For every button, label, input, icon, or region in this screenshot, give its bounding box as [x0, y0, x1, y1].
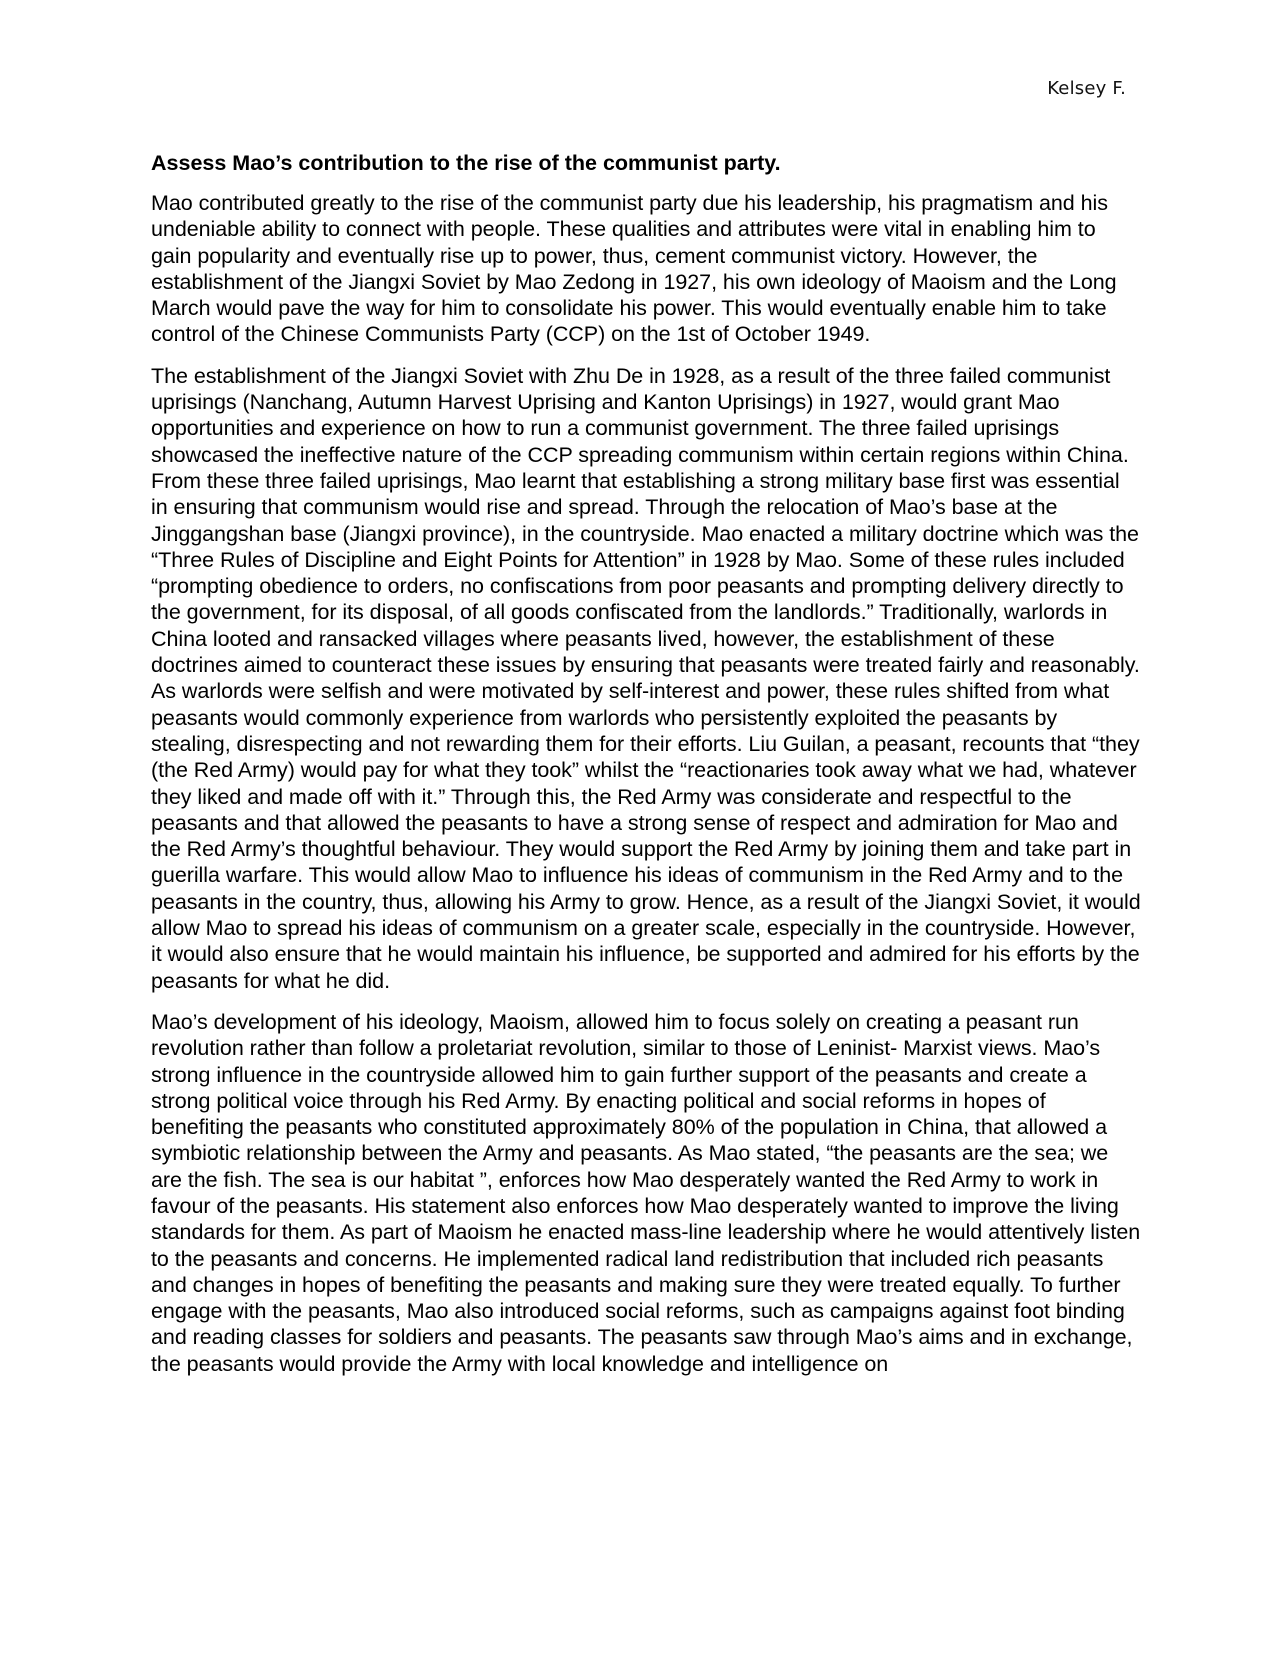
paragraph-intro: Mao contributed greatly to the rise of the communist party due his leadership, his pragmatism and his undeniable ability to connect with people. These qualities and attributes were vital in enabling him to gain popularity and eventually rise up to power, thus, cement communist victory. However, the establishment of the Jiangxi Soviet by Mao Zedong in 1927, his own ideology of Maoism and the Long March would pave the way for him to consolidate his power. This would eventually enable him to take control of the Chinese Communists Party (CCP) on the 1st of October 1949. — [151, 191, 1117, 347]
essay-title: Assess Mao’s contribution to the rise of the communist party. — [151, 151, 781, 175]
author-name: Kelsey F. — [1047, 78, 1126, 99]
essay-body — [151, 150, 1141, 1392]
paragraph-jiangxi-soviet: The establishment of the Jiangxi Soviet with Zhu De in 1928, as a result of the three failed communist uprisings (Nanchang, Autumn Harvest Uprising and Kanton Uprisings) in 1927, would grant Mao opportunities and experience on how to run a communist government. The three failed uprisings showcased the ineffective nature of the CCP spreading communism within certain regions within China. From these three failed uprisings, Mao learnt that establishing a strong military base first was essential in ensuring that communism would rise and spread. Through the relocation of Mao’s base at the Jinggangshan base (Jiangxi province), in the countryside. Mao enacted a military doctrine which was the “Three Rules of Discipline and Eight Points for Attention” in 1928 by Mao. Some of these rules included “prompting obedience to orders, no confiscations from poor peasants and prompting delivery directly to the government, for its disposal, of all goods confiscated from the landlords.” Traditionally, warlords in China looted and ransacked villages where peasants lived, however, the establishment of these doctrines aimed to counteract these issues by ensuring that peasants were treated fairly and reasonably. As warlords were selfish and were motivated by self-interest and power, these rules shifted from what peasants would commonly experience from warlords who persistently exploited the peasants by stealing, disrespecting and not rewarding them for their efforts. Liu Guilan, a peasant, recounts that “they (the Red Army) would pay for what they took” whilst the “reactionaries took away what we had, whatever they liked and made off with it.” Through this, the Red Army was considerate and respectful to the peasants and that allowed the peasants to have a strong sense of respect and admiration for Mao and the Red Army’s thoughtful behaviour. They would support the Red Army by joining them and take part in guerilla warfare. This would allow Mao to influence his ideas of communism in the Red Army and to the peasants in the country, thus, allowing his Army to grow. Hence, as a result of the Jiangxi Soviet, it would allow Mao to spread his ideas of communism on a greater scale, especially in the countryside. However, it would also ensure that he would maintain his influence, be supported and admired for his efforts by the peasants for what he did. — [151, 363, 1141, 993]
paragraph-maoism: Mao’s development of his ideology, Maoism, allowed him to focus solely on creating a peasant run revolution rather than follow a proletariat revolution, similar to those of Leninist- Marxist views. Mao’s strong influence in the countryside allowed him to gain further support of the peasants and create a strong political voice through his Red Army. By enacting political and social reforms in hopes of benefiting the peasants who constituted approximately 80% of the population in China, that allowed a symbiotic relationship between the Army and peasants. As Mao stated, “the peasants are the sea; we are the fish. The sea is our habitat ”, enforces how Mao desperately wanted the Red Army to work in favour of the peasants. His statement also enforces how Mao desperately wanted to improve the living standards for them. As part of Maoism he enacted mass-line leadership where he would attentively listen to the peasants and concerns. He implemented radical land redistribution that included rich peasants and changes in hopes of benefiting the peasants and making sure they were treated equally. To further engage with the peasants, Mao also introduced social reforms, such as campaigns against foot binding and reading classes for soldiers and peasants. The peasants saw through Mao’s aims and in exchange, the peasants would provide the Army with local knowledge and intelligence on — [151, 1009, 1141, 1376]
